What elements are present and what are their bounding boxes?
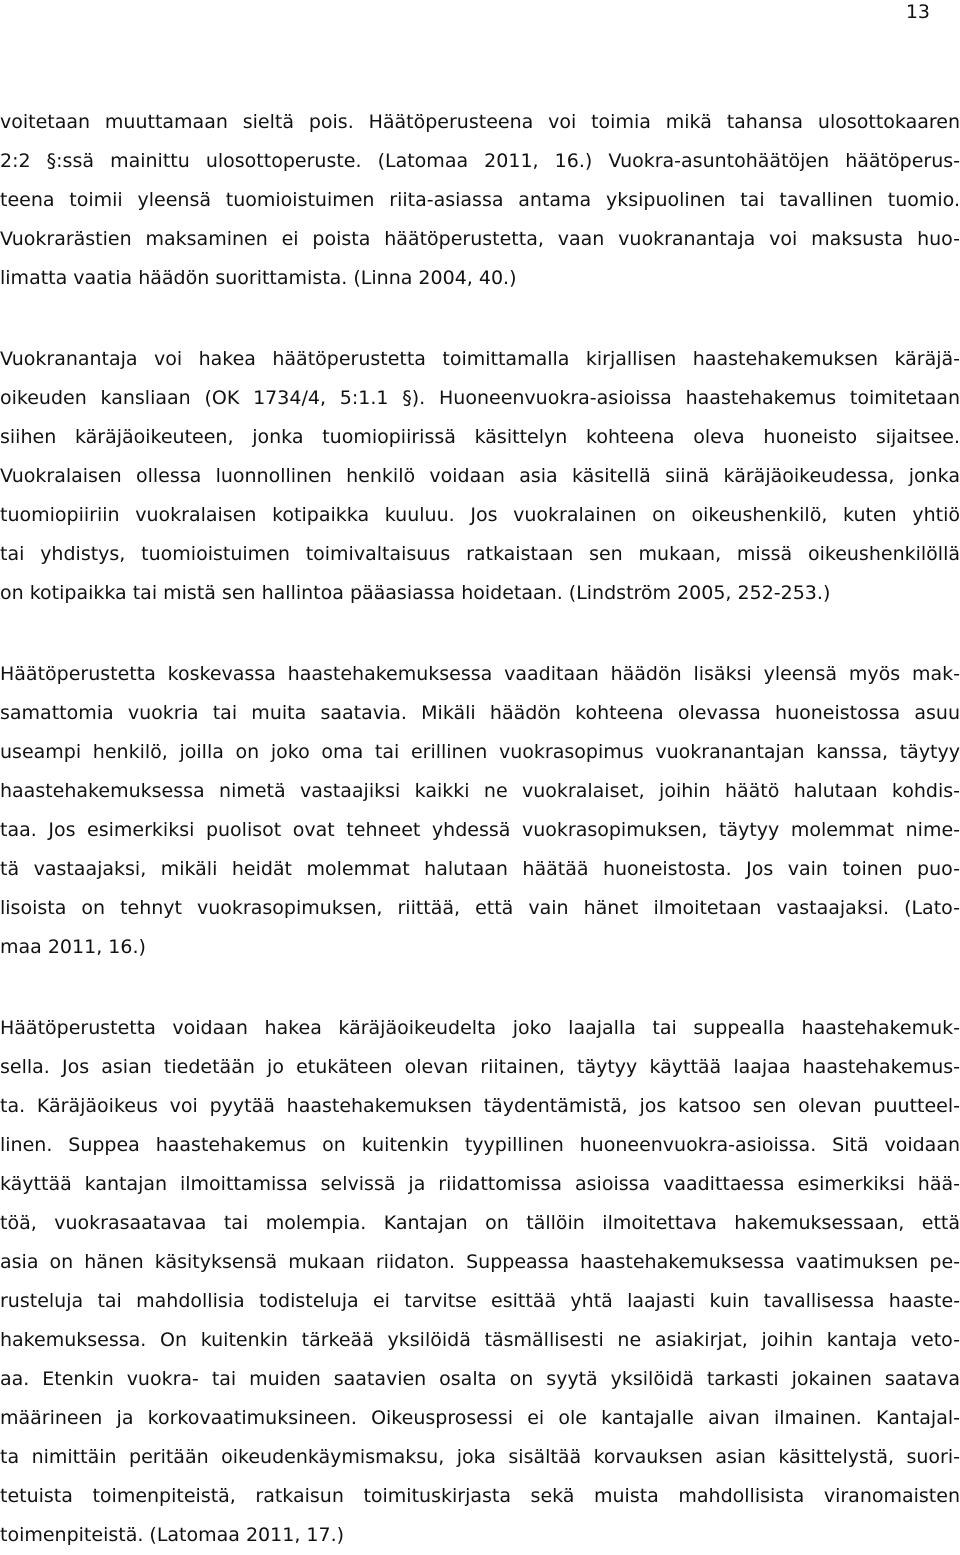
text-line: maa 2011, 16.) — [0, 936, 146, 958]
text-line: käyttää kantajan ilmoittamissa selvissä ja riidattomissa asioissa vaadittaessa esimerkiksi hää- — [0, 1173, 960, 1195]
text-line: taa. Jos esimerkiksi puolisot ovat tehneet yhdessä vuokrasopimuksen, täytyy molemmat nime- — [0, 819, 960, 841]
text-line: tetuista toimenpiteistä, ratkaisun toimituskirjasta sekä muista mahdollisista viranomaisten — [0, 1485, 960, 1507]
text-line: haastehakemuksessa nimetä vastaajiksi kaikki ne vuokralaiset, joihin häätö halutaan kohdis- — [0, 780, 960, 802]
text-line: Vuokranantaja voi hakea häätöperustetta toimittamalla kirjallisen haastehakemuksen käräjä- — [0, 348, 960, 370]
paragraph-3 — [0, 655, 960, 967]
text-line: Vuokralaisen ollessa luonnollinen henkilö voidaan asia käsitellä siinä käräjäoikeudessa, jonka — [0, 465, 960, 487]
text-line: Häätöperustetta koskevassa haastehakemuksessa vaaditaan häädön lisäksi yleensä myös mak- — [0, 663, 960, 685]
text-line: toimenpiteistä. (Latomaa 2011, 17.) — [0, 1524, 345, 1546]
paragraph-1 — [0, 103, 960, 298]
text-line: teena toimii yleensä tuomioistuimen riita-asiassa antama yksipuolinen tai tavallinen tuomio. — [0, 189, 960, 211]
text-line: oikeuden kansliaan (OK 1734/4, 5:1.1 §). Huoneenvuokra-asioissa haastehakemus toimitetaan — [0, 387, 960, 409]
text-line: Vuokrarästien maksaminen ei poista häätöperustetta, vaan vuokranantaja voi maksusta huo- — [0, 228, 960, 250]
text-line: on kotipaikka tai mistä sen hallintoa pääasiassa hoidetaan. (Lindström 2005, 252-253.) — [0, 582, 831, 604]
text-line: linen. Suppea haastehakemus on kuitenkin tyypillinen huoneenvuokra-asioissa. Sitä voidaan — [0, 1134, 960, 1156]
paragraph-2 — [0, 340, 960, 613]
text-line: siihen käräjäoikeuteen, jonka tuomiopiirissä käsittelyn kohteena oleva huoneisto sijaitsee. — [0, 426, 960, 448]
text-line: tuomiopiiriin vuokralaisen kotipaikka kuuluu. Jos vuokralainen on oikeushenkilö, kuten yhtiö — [0, 504, 960, 526]
text-line: ta nimittäin peritään oikeudenkäymismaksu, joka sisältää korvauksen asian käsittelystä, suori- — [0, 1446, 960, 1468]
text-line: useampi henkilö, joilla on joko oma tai erillinen vuokrasopimus vuokranantajan kanssa, täytyy — [0, 741, 960, 763]
text-line: Häätöperustetta voidaan hakea käräjäoikeudelta joko laajalla tai suppealla haastehakemuk- — [0, 1017, 960, 1039]
text-line: tä vastaajaksi, mikäli heidät molemmat halutaan häätää huoneistosta. Jos vain toinen puo- — [0, 858, 960, 880]
text-line: määrineen ja korkovaatimuksineen. Oikeusprosessi ei ole kantajalle aivan ilmainen. Kantajal- — [0, 1407, 960, 1429]
text-line: limatta vaatia häädön suorittamista. (Linna 2004, 40.) — [0, 267, 517, 289]
text-line: töä, vuokrasaatavaa tai molempia. Kantajan on tällöin ilmoitettava hakemuksessaan, että — [0, 1212, 960, 1234]
text-line: 2:2 §:ssä mainittu ulosottoperuste. (Latomaa 2011, 16.) Vuokra-asuntohäätöjen häätöperus- — [0, 150, 960, 172]
text-line: rusteluja tai mahdollisia todisteluja ei tarvitse esittää yhtä laajasti kuin tavallisessa haaste- — [0, 1290, 960, 1312]
text-line: aa. Etenkin vuokra- tai muiden saatavien osalta on syytä yksilöidä tarkasti jokainen saatava — [0, 1368, 960, 1390]
text-line: samattomia vuokria tai muita saatavia. Mikäli häädön kohteena olevassa huoneistossa asuu — [0, 702, 960, 724]
text-line: asia on hänen käsityksensä mukaan riidaton. Suppeassa haastehakemuksessa vaatimuksen pe- — [0, 1251, 960, 1273]
text-line: hakemuksessa. On kuitenkin tärkeää yksilöidä täsmällisesti ne asiakirjat, joihin kantaja veto- — [0, 1329, 960, 1351]
text-line: ta. Käräjäoikeus voi pyytää haastehakemuksen täydentämistä, jos katsoo sen olevan puutteel- — [0, 1095, 960, 1117]
text-line: tai yhdistys, tuomioistuimen toimivaltaisuus ratkaistaan sen mukaan, missä oikeushenkilöllä — [0, 543, 960, 565]
page-number: 13 — [905, 1, 930, 23]
text-line: sella. Jos asian tiedetään jo etukäteen olevan riitainen, täytyy käyttää laajaa haastehakemus- — [0, 1056, 960, 1078]
text-line: lisoista on tehnyt vuokrasopimuksen, riittää, että vain hänet ilmoitetaan vastaajaksi. (Lato- — [0, 897, 960, 919]
text-line: voitetaan muuttamaan sieltä pois. Häätöperusteena voi toimia mikä tahansa ulosottokaaren — [0, 111, 960, 133]
paragraph-4 — [0, 1009, 960, 1555]
